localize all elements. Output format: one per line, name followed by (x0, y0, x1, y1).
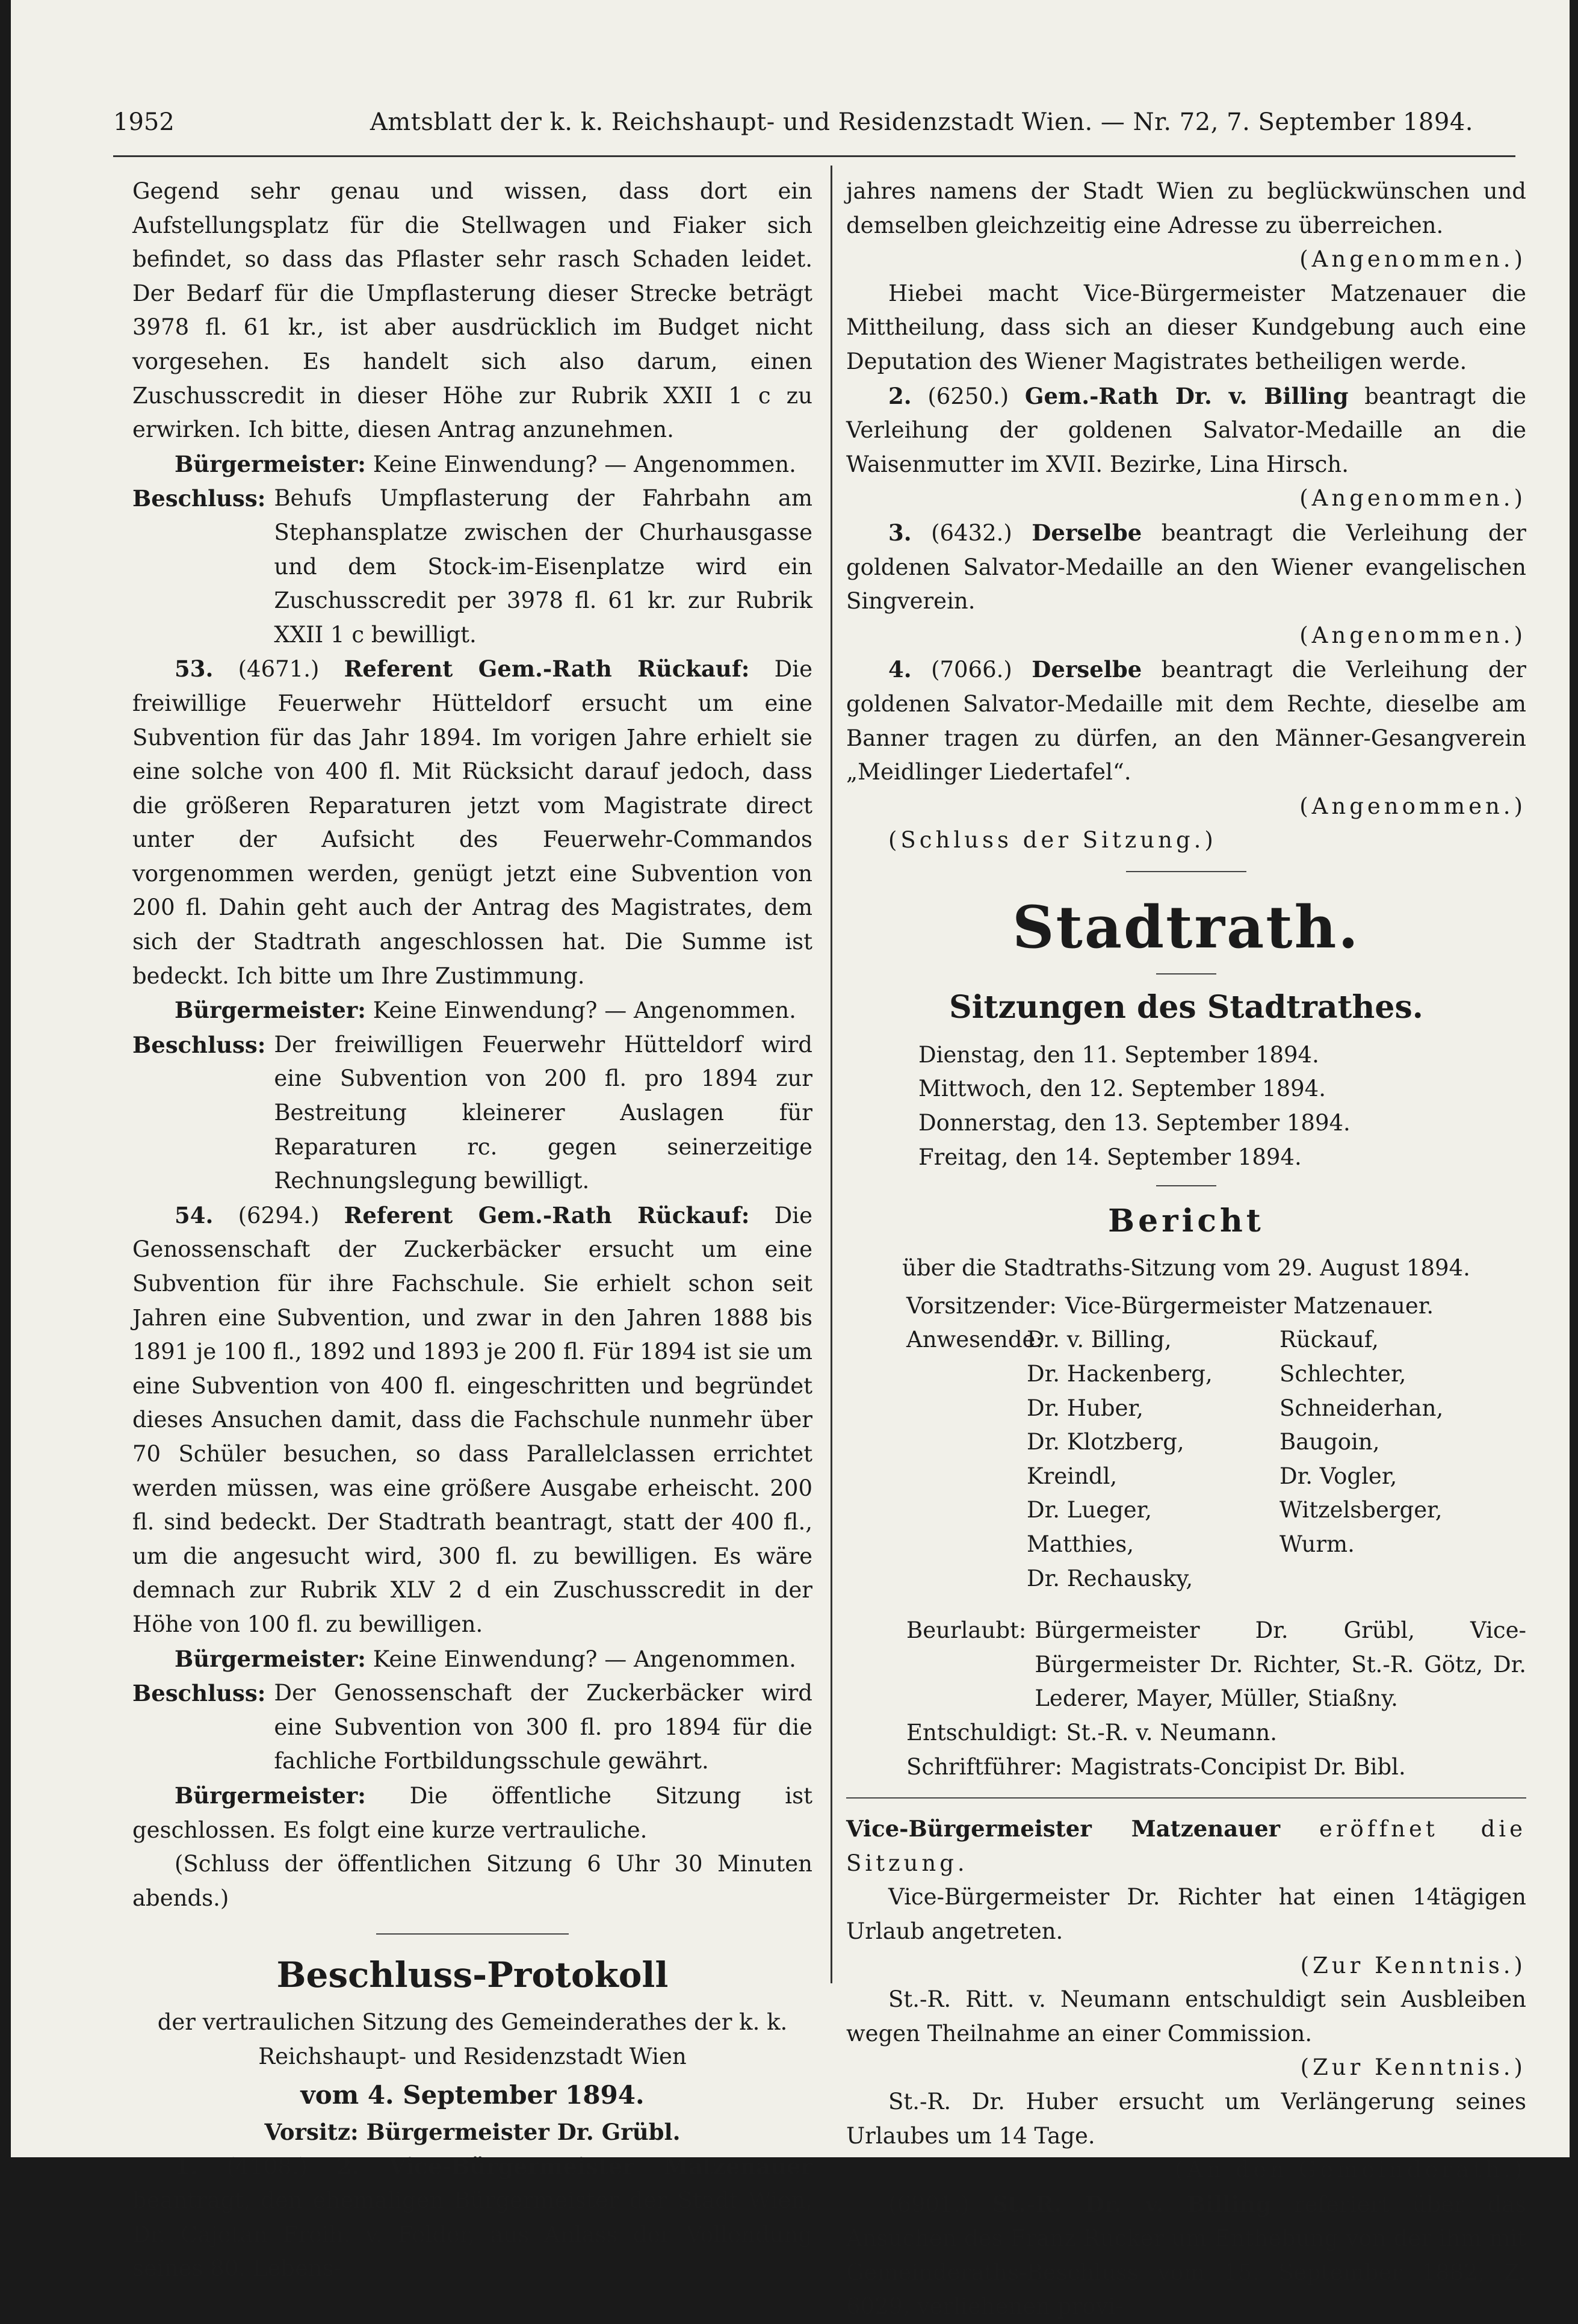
page-header (113, 108, 1479, 144)
attendee: Baugoin, (1279, 1429, 1380, 1455)
agenda-item-54: 54. (6294.) Referent Gem.-Rath Rückauf: Die Genossenschaft der Zuckerbäcker ersucht um eine Subvention für ihre Fachschule. Sie erhielt schon seit Jahren eine Subvention, und zwar in den Jahren 1888 bis 1891 je 100 fl., 1892 und 1893 je 200 fl. Für 1894 ist sie um eine Subvention von 400 fl. eingeschritten und begründet dieses Ansuchen damit, dass die Fachschule nunmehr über 70 Schüler besuchen, so dass Parallelclassen errichtet werden müssen, was eine größere Ausgabe erheischt. 200 fl. sind bedeckt. Der Stadtrath beantragt, statt der 400 fl., um die angesucht wird, 300 fl. zu bewilligen. Es wäre demnach zur Rubrik XLV 2 d ein Zuschusscredit in der Höhe von 100 fl. zu bewilligen. (132, 1201, 813, 1637)
attendee: Dr. Huber, (1027, 1395, 1143, 1421)
mayor-remark: Bürgermeister: Keine Einwendung? — Angenommen. (175, 1645, 796, 1672)
mayor-remark: Bürgermeister: Keine Einwendung? — Angenommen. (175, 450, 796, 477)
agenda-item-1: 1. (4108.) 2. Vice-Bürgermeister Matzenauer beantragt, den ehemaligen Bürgermeister der Stadt Wien, Dr. Cajetan Freih. v. Felder, aus Anlass der Vollendung seines 80. Lebens- (132, 2152, 812, 2282)
mayor-remark: Bürgermeister: Keine Einwendung? — Angenommen. (175, 997, 796, 1024)
notice: St.-R. Ritt. v. Neumann entschuldigt sein Ausbleiben wegen Theilnahme an einer Commission. (846, 1986, 1526, 2047)
section-rule (1126, 871, 1246, 872)
excused: Entschuldigt: St.-R. v. Neumann. (906, 1719, 1278, 1746)
attendees-label: Anwesende: (906, 1327, 1043, 1353)
agenda-item-3: 3. (6432.) Derselbe beantragt die Verleihung der goldenen Salvator-Medaille an den Wiener evangelischen Singverein. (846, 519, 1526, 615)
stadtrath-title: Stadtrath. (1012, 893, 1360, 961)
attendee: Dr. Lueger, (1027, 1497, 1153, 1523)
notice: Vice-Bürgermeister Dr. Richter hat einen 14tägigen Urlaub angetreten. (846, 1884, 1526, 1944)
mayor-remark: Bürgermeister: Die öffentliche Sitzung ist geschlossen. Es folgt eine kurze vertrauliche. (132, 1782, 812, 1843)
bericht-subtitle: über die Stadtraths-Sitzung vom 29. August 1894. (902, 1255, 1470, 1281)
attendee: Dr. Hackenberg, (1027, 1361, 1213, 1387)
attendee: Dr. Vogler, (1279, 1463, 1397, 1489)
attendees-table (906, 1323, 1526, 1596)
session-date: Donnerstag, den 13. September 1894. (918, 1110, 1351, 1136)
resolution: Beschluss: Behufs Umpflasterung der Fahrbahn am Stephansplatze zwischen der Churhausgasse und dem Stock-im-Eisenplatze wird ein Zuschusscredit per 3978 fl. 61 kr. zur Rubrik XXII 1 c bewilligt. (132, 485, 812, 648)
protokoll-date: vom 4. September 1894. (300, 2080, 645, 2110)
running-title: Amtsblatt der k. k. Reichshaupt- und Residenzstadt Wien. — Nr. 72, 7. September 1894. (370, 108, 1473, 136)
attendee: Witzelsberger, (1279, 1497, 1443, 1523)
notice-status: (Zur Kenntnis.) (1300, 1952, 1526, 1978)
agenda-item-53: 53. (4671.) Referent Gem.-Rath Rückauf: Die freiwillige Feuerwehr Hütteldorf ersucht um eine Subvention für das Jahr 1894. Im vorigen Jahre erhielt sie eine solche von 400 fl. Mit Rücksicht darauf jedoch, dass die größeren Reparaturen jetzt vom Magistrate direct unter der Aufsicht des Feuerwehr-Commandos vorgenommen werden, genügt jetzt eine Subvention von 200 fl. Dahin geht auch der Antrag des Magistrates, dem sich der Stadtrath angeschlossen hat. Die Summe ist bedeckt. Ich bitte um Ihre Zustimmung. (132, 655, 813, 989)
session-date: Mittwoch, den 12. September 1894. (918, 1076, 1326, 1102)
notice-status: (Zur Kenntnis.) (1300, 2054, 1526, 2081)
notice-status: (An den Gemeinderath.) (1174, 2157, 1526, 2183)
protokoll-subtitle: der vertraulichen Sitzung des Gemeinderathes der k. k. Reichshaupt- und Residenzstadt Wien (157, 2009, 788, 2069)
attendee: Dr. Rechausky, (1027, 1565, 1193, 1591)
right-column (846, 175, 1526, 2324)
newspaper-page (11, 0, 1570, 2320)
section-rule (1156, 973, 1216, 975)
resolution: Beschluss: Der Genossenschaft der Zuckerbäcker wird eine Subvention von 300 fl. pro 1894 für die fachliche Fortbildungsschule gewährt. (132, 1680, 812, 1774)
section-rule (376, 1933, 569, 1935)
paragraph: Gegend sehr genau und wissen, dass dort ein Aufstellungsplatz für die Stellwagen und Fiaker sich befindet, so dass das Pflaster sehr rasch Schaden leidet. Der Bedarf für die Umpflasterung dieser Strecke beträgt 3978 fl. 61 kr., ist aber ausdrücklich im Budget nicht vorgesehen. Es handelt sich also darum, einen Zuschusscredit in dieser Höhe zur Rubrik XXII 1 c zu erwirken. Ich bitte, diesen Antrag anzunehmen. (132, 178, 812, 443)
header-rule (113, 155, 1515, 157)
page-number: 1952 (113, 108, 175, 136)
attendee: Schlechter, (1279, 1361, 1406, 1387)
protokoll-chair: Vorsitz: Bürgermeister Dr. Grübl. (264, 2119, 681, 2146)
on-leave: Beurlaubt: Bürgermeister Dr. Grübl, Vice-Bürgermeister Dr. Richter, St.-R. Götz, Dr. Lederer, Mayer, Müller, Stiaßny. (906, 1617, 1526, 1712)
session-date: Dienstag, den 11. September 1894. (918, 1041, 1319, 1068)
attendee: Wurm. (1279, 1531, 1355, 1557)
bericht-title: Bericht (1108, 1203, 1264, 1240)
session-dates (846, 1038, 1526, 1174)
accepted-note: (Angenommen.) (1299, 485, 1526, 512)
agenda-item-4: 4. (7066.) Derselbe beantragt die Verleihung der goldenen Salvator-Medaille mit dem Rechte, dieselbe am Banner tragen zu dürfen, an den Männer-Gesangverein „Meidlinger Liedertafel“. (846, 656, 1526, 786)
section-rule (846, 1797, 1526, 1799)
leave-block (906, 1614, 1526, 1784)
attendee: Rückauf, (1279, 1327, 1379, 1353)
session-close: (Schluss der Sitzung.) (888, 827, 1217, 854)
accepted-note: (Angenommen.) (1299, 246, 1526, 273)
attendee: Kreindl, (1027, 1463, 1118, 1489)
paragraph: Hiebei macht Vice-Bürgermeister Matzenauer die Mittheilung, dass sich an dieser Kundgebung auch eine Deputation des Wiener Magistrates betheiligen werde. (846, 280, 1526, 374)
opening-line: Vice-Bürgermeister Matzenauer eröffnet die Sitzung. (846, 1815, 1526, 1876)
accepted-note: (Angenommen.) (1299, 793, 1526, 819)
attendee: Schneiderhan, (1279, 1395, 1444, 1421)
secretary: Schriftführer: Magistrats-Concipist Dr. Bibl. (906, 1753, 1406, 1780)
agenda-item-6901: (6901.) St.-R. Dr. v. Billing referiert über das Ansuchen des Franz Rucker um Enthebung von der ihm mit Gemeinderaths-Beschluss vom 15. September 1882, Z. 6029, verliehenen provi- (846, 2190, 1527, 2320)
left-column (132, 175, 812, 2286)
paragraph: jahres namens der Stadt Wien zu beglückwünschen und demselben gleichzeitig eine Adresse zu überreichen. (846, 178, 1526, 238)
agenda-item-2: 2. (6250.) Gem.-Rath Dr. v. Billing beantragt die Verleihung der goldenen Salvator-Medaille an die Waisenmutter im XVII. Bezirke, Lina Hirsch. (846, 382, 1527, 477)
sitzungen-title: Sitzungen des Stadtrathes. (949, 988, 1423, 1026)
accepted-note: (Angenommen.) (1299, 622, 1526, 648)
attendee: Dr. Klotzberg, (1027, 1429, 1184, 1455)
chair-line: Vorsitzender: Vice-Bürgermeister Matzenauer. (906, 1292, 1434, 1319)
attendee: Matthies, (1027, 1531, 1134, 1557)
notice: St.-R. Dr. Huber ersucht um Verlängerung seines Urlaubes um 14 Tage. (846, 2088, 1526, 2149)
session-close: (Schluss der öffentlichen Sitzung 6 Uhr 30 Minuten abends.) (132, 1851, 812, 1911)
section-rule (1156, 1185, 1216, 1186)
session-date: Freitag, den 14. September 1894. (918, 1144, 1302, 1170)
protokoll-title: Beschluss-Protokoll (276, 1954, 669, 1996)
column-divider (831, 166, 832, 1983)
resolution: Beschluss: Der freiwilligen Feuerwehr Hütteldorf wird eine Subvention von 200 fl. pro 1894 zur Bestreitung kleinerer Auslagen für Reparaturen rc. gegen seinerzeitige Rechnungslegung bewilligt. (132, 1031, 812, 1194)
attendee: Dr. v. Billing, (1027, 1327, 1172, 1353)
